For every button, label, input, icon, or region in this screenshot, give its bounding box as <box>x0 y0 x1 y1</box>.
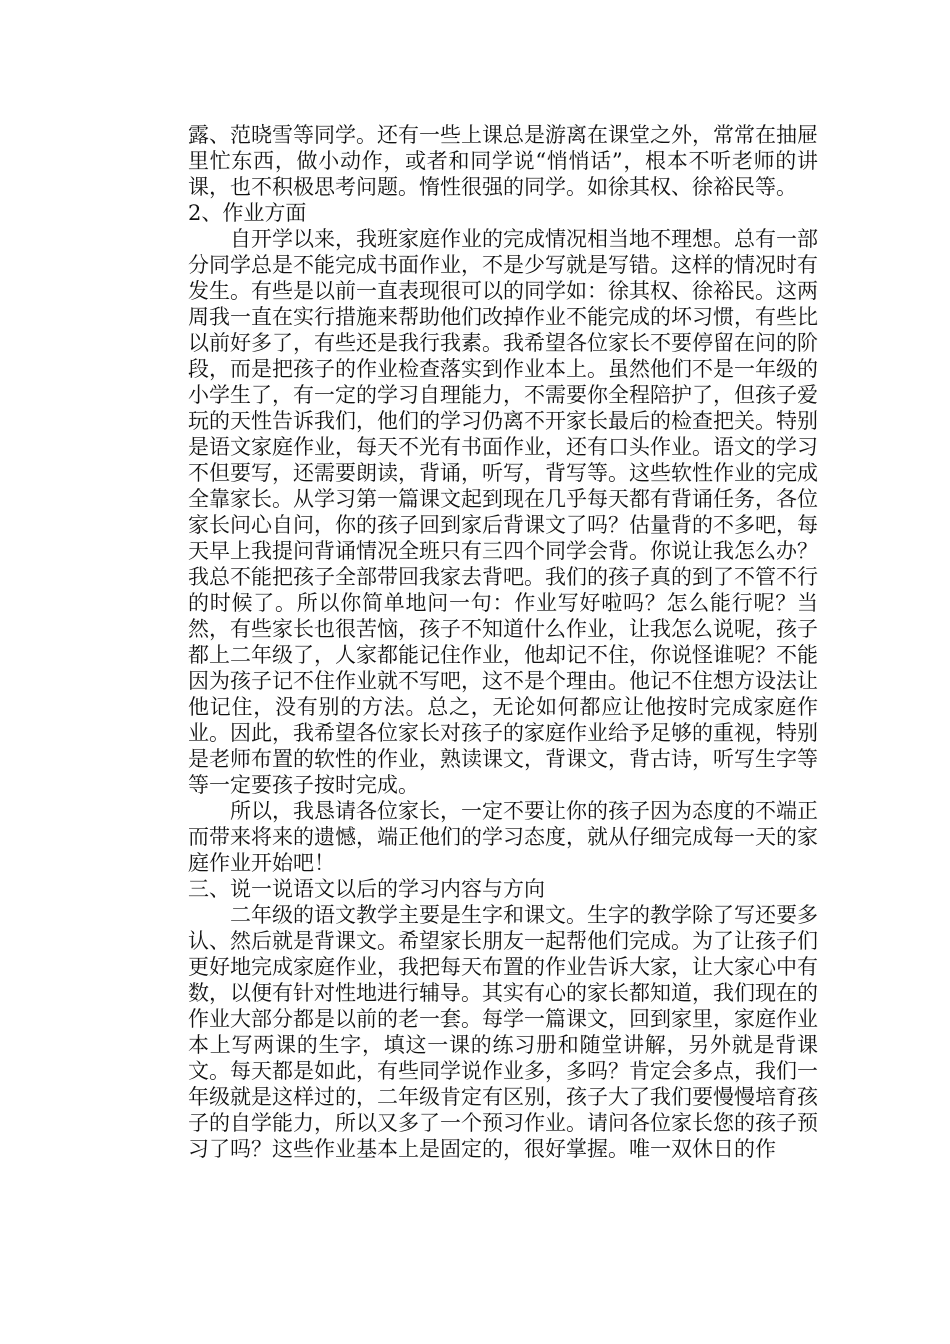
section-heading-learning-direction: 三、说一说语文以后的学习内容与方向 <box>188 877 545 901</box>
paragraph-homework-situation: 自开学以来，我班家庭作业的完成情况相当地不理想。总有一部分同学总是不能完成书面作业，不是少写就是写错。这样的情况时有发生。有些是以前一直表现很可以的同学如：徐其权、徐裕民。这两周我一直在实行措施来帮助他们改掉作业不能完成的坏习惯，有些比以前好多了，有些还是我行我素。我希望各位家长不要停留在问的阶段，而是把孩子的作业检查落实到作业本上。虽然他们不是一年级的小学生了，有一定的学习自理能力，不需要你全程陪护了，但孩子爱玩的天性告诉我们，他们的学习仍离不开家长最后的检查把关。特别是语文家庭作业，每天不光有书面作业，还有口头作业。语文的学习不但要写，还需要朗读，背诵，听写，背写等。这些软性作业的完成全靠家长。从学习第一篇课文起到现在几乎每天都有背诵任务，各位家长问心自问，你的孩子回到家后背课文了吗？估量背的不多吧，每天早上我提问背诵情况全班只有三四个同学会背。你说让我怎么办？我总不能把孩子全部带回我家去背吧。我们的孩子真的到了不管不行的时候了。所以你简单地问一句：作业写好啦吗？怎么能行呢？当然，有些家长也很苦恼，孩子不知道什么作业，让我怎么说呢，孩子都上二年级了，人家都能记住作业，他却记不住，你说怪谁呢？不能因为孩子记不住作业就不写吧，这不是个理由。他记不住想方设法让他记住，没有别的方法。总之，无论如何都应让他按时完成家庭作业。因此，我希望各位家长对孩子的家庭作业给予足够的重视，特别是老师布置的软性的作业，熟读课文，背课文，背古诗，听写生字等等一定要孩子按时完成。 <box>188 227 818 797</box>
paragraph-students-distraction: 露、范晓雪等同学。还有一些上课总是游离在课堂之外，常常在抽屉里忙东西，做小动作，或者和同学说“悄悄话”，根本不听老师的讲课，也不积极思考问题。惰性很强的同学。如徐其权、徐裕民等。 <box>188 123 818 199</box>
section-heading-homework: 2、作业方面 <box>188 201 307 225</box>
document-page <box>188 122 818 1162</box>
paragraph-grade-two-teaching: 二年级的语文教学主要是生字和课文。生字的教学除了写还要多认、然后就是背课文。希望家长朋友一起帮他们完成。为了让孩子们更好地完成家庭作业，我把每天布置的作业告诉大家，让大家心中有数，以便有针对性地进行辅导。其实有心的家长都知道，我们现在的作业大部分都是以前的老一套。每学一篇课文，回到家里，家庭作业本上写两课的生字，填这一课的练习册和随堂讲解，另外就是背课文。每天都是如此，有些同学说作业多，多吗？肯定会多点，我们一年级就是这样过的，二年级肯定有区别，孩子大了我们要慢慢培育孩子的自学能力，所以又多了一个预习作业。请问各位家长您的孩子预习了吗？这些作业基本上是固定的，很好掌握。唯一双休日的作 <box>188 903 818 1161</box>
paragraph-parent-appeal: 所以，我恳请各位家长，一定不要让你的孩子因为态度的不端正而带来将来的遗憾，端正他们的学习态度，就从仔细完成每一天的家庭作业开始吧！ <box>188 799 818 875</box>
